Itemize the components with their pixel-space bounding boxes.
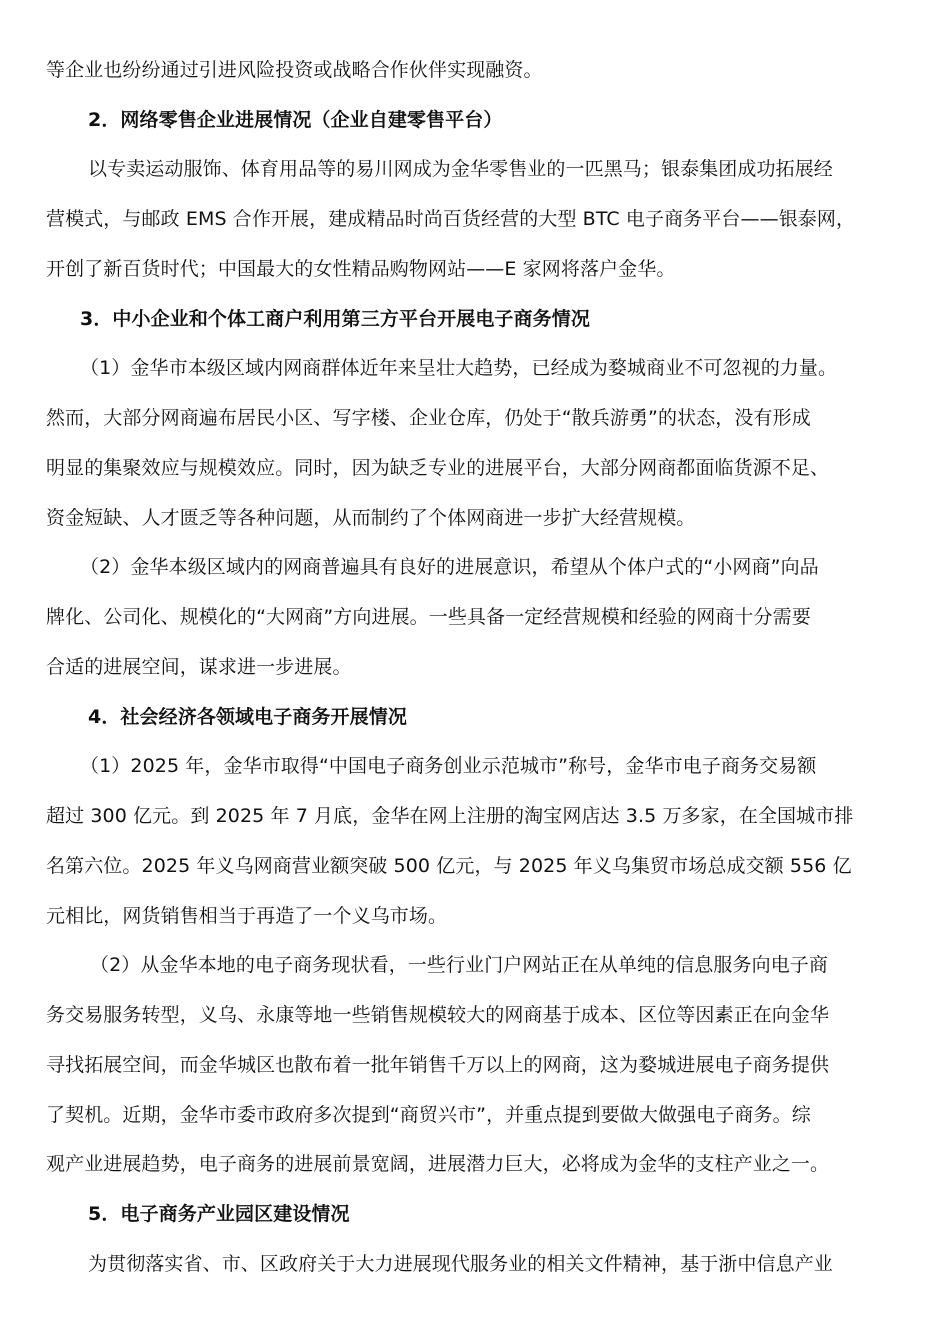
paragraph-line: 然而，大部分网商遍布居民小区、写字楼、企业仓库，仍处于“散兵游勇”的状态，没有形成 <box>46 407 811 429</box>
section-heading: 2．网络零售企业进展情况（企业自建零售平台） <box>88 109 503 131</box>
paragraph-line: 观产业进展趋势，电子商务的进展前景宽阔，进展潜力巨大，必将成为金华的支柱产业之一。 <box>46 1153 830 1175</box>
section-heading: 3．中小企业和个体工商户利用第三方平台开展电子商务情况 <box>80 308 590 330</box>
paragraph-line: 开创了新百货时代；中国最大的女性精品购物网站——E 家网将落户金华。 <box>46 258 676 280</box>
section-heading: 5．电子商务产业园区建设情况 <box>88 1203 350 1225</box>
paragraph-line: 以专卖运动服饰、体育用品等的易川网成为金华零售业的一匹黑马；银泰集团成功拓展经 <box>88 158 833 180</box>
paragraph-line: （2）从金华本地的电子商务现状看，一些行业门户网站正在从单纯的信息服务向电子商 <box>90 954 828 976</box>
paragraph-line: 务交易服务转型，义乌、永康等地一些销售规模较大的网商基于成本、区位等因素正在向金华 <box>46 1004 830 1026</box>
paragraph-line: 元相比，网货销售相当于再造了一个义乌市场。 <box>46 905 448 927</box>
paragraph-line: 等企业也纷纷通过引进风险投资或战略合作伙伴实现融资。 <box>46 59 543 81</box>
paragraph-line: 了契机。近期，金华市委市政府多次提到“商贸兴市”，并重点提到要做大做强电子商务。综 <box>46 1104 811 1126</box>
paragraph-line: 牌化、公司化、规模化的“大网商”方向进展。一些具备一定经营规模和经验的网商十分需要 <box>46 606 811 628</box>
paragraph-line: （2）金华本级区域内的网商普遍具有良好的进展意识，希望从个体户式的“小网商”向品 <box>80 556 819 578</box>
paragraph-line: （1）2025 年，金华市取得“中国电子商务创业示范城市”称号，金华市电子商务交易额 <box>80 755 817 777</box>
paragraph-line: （1）金华市本级区域内网商群体近年来呈壮大趋势，已经成为婺城商业不可忽视的力量。 <box>80 357 838 379</box>
paragraph-line: 合适的进展空间，谋求进一步进展。 <box>46 656 352 678</box>
paragraph-line: 为贯彻落实省、市、区政府关于大力进展现代服务业的相关文件精神，基于浙中信息产业 <box>88 1253 833 1275</box>
section-heading: 4．社会经济各领域电子商务开展情况 <box>88 706 407 728</box>
paragraph-line: 名第六位。2025 年义乌网商营业额突破 500 亿元，与 2025 年义乌集贸市场总成交额 556 亿 <box>46 855 852 877</box>
paragraph-line: 明显的集聚效应与规模效应。同时，因为缺乏专业的进展平台，大部分网商都面临货源不足、 <box>46 457 830 479</box>
paragraph-line: 营模式，与邮政 EMS 合作开展，建成精品时尚百货经营的大型 BTC 电子商务平台——银泰网， <box>46 208 856 230</box>
paragraph-line: 寻找拓展空间，而金华城区也散布着一批年销售千万以上的网商，这为婺城进展电子商务提供 <box>46 1054 830 1076</box>
paragraph-line: 超过 300 亿元。到 2025 年 7 月底，金华在网上注册的淘宝网店达 3.5 万多家，在全国城市排 <box>46 805 854 827</box>
paragraph-line: 资金短缺、人才匮乏等各种问题，从而制约了个体网商进一步扩大经营规模。 <box>46 507 696 529</box>
